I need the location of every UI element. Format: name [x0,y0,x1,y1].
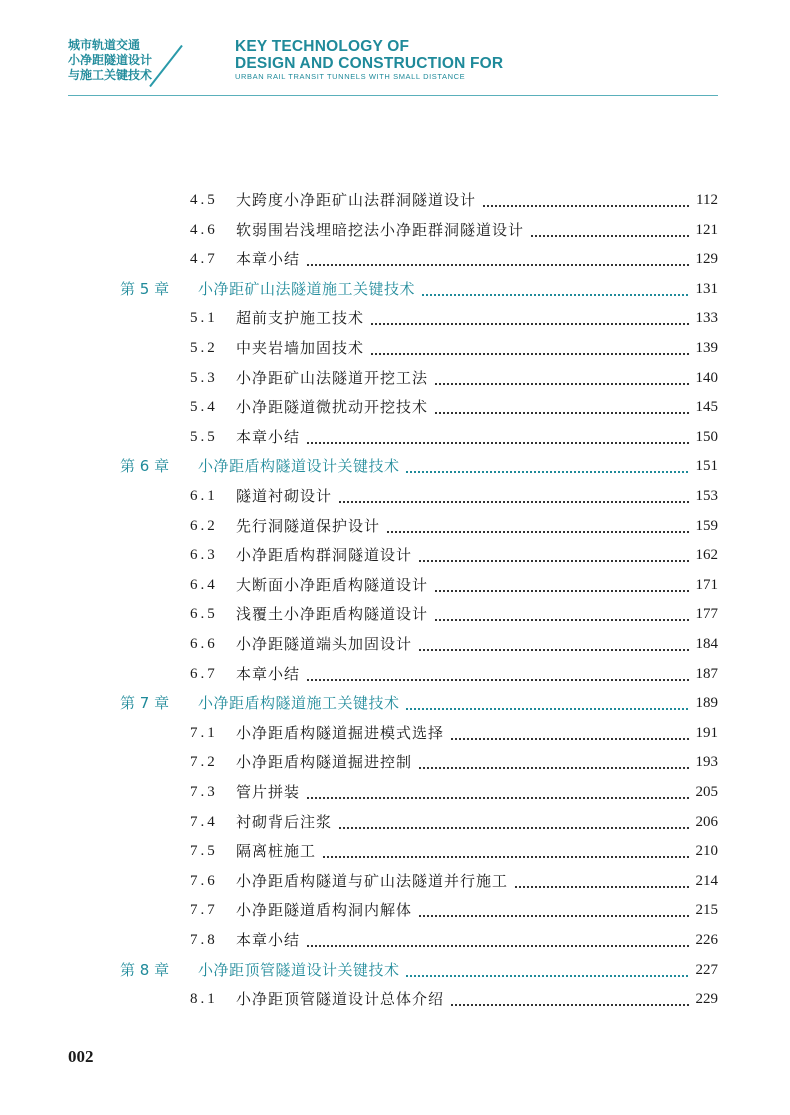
toc-section-entry[interactable] [0,632,790,656]
toc-section-title: 隔离桩施工 [236,839,322,863]
toc-section-number: 6.5 [190,606,218,623]
toc-section-entry[interactable] [0,514,790,538]
toc-page-number: 189 [690,691,719,715]
toc-section-number: 6.2 [190,517,218,534]
toc-section-entry[interactable] [0,839,790,863]
toc-section-number: 4.7 [190,251,218,268]
toc-section-number: 7.5 [190,843,218,860]
toc-section-number: 5.5 [190,428,218,445]
toc-chapter-number: 第 7 章 [120,694,170,713]
toc-section-entry[interactable] [0,869,790,893]
header-rule [68,95,718,96]
book-title-en-line2: DESIGN AND CONSTRUCTION FOR [235,55,504,72]
toc-section-title: 本章小结 [236,247,306,271]
book-title-en-line3: URBAN RAIL TRANSIT TUNNELS WITH SMALL DISTANCE [235,72,466,81]
toc-chapter-title: 小净距盾构隧道设计关键技术 [198,454,406,478]
toc-page-number: 191 [690,721,719,745]
toc-leader-dots [236,935,712,947]
toc-section-title: 小净距矿山法隧道开挖工法 [236,366,434,390]
toc-page-number: 177 [690,602,719,626]
toc-section-entry[interactable] [0,366,790,390]
toc-page-number: 150 [690,425,719,449]
toc-page-number: 229 [690,987,719,1011]
toc-section-number: 6.7 [190,665,218,682]
toc-section-entry[interactable] [0,336,790,360]
toc-page-number: 206 [690,810,719,834]
toc-section-entry[interactable] [0,780,790,804]
toc-section-entry[interactable] [0,987,790,1011]
toc-page-number: 226 [690,928,719,952]
toc-chapter-title: 小净距矿山法隧道施工关键技术 [198,277,421,301]
toc-section-entry[interactable] [0,750,790,774]
toc-section-entry[interactable] [0,218,790,242]
toc-section-title: 小净距隧道端头加固设计 [236,632,418,656]
toc-section-title: 小净距盾构隧道掘进模式选择 [236,721,450,745]
toc-page-number: 121 [690,218,719,242]
header-divider-slash [149,45,183,87]
toc-chapter-number: 第 8 章 [120,960,170,979]
toc-section-entry[interactable] [0,602,790,626]
book-title-en-line1: KEY TECHNOLOGY OF [235,38,410,55]
toc-page-number: 133 [690,306,719,330]
toc-page-number: 131 [690,277,719,301]
toc-page-number: 227 [690,958,719,982]
toc-page-number: 205 [690,780,719,804]
toc-page-number: 139 [690,336,719,360]
toc-page-number: 112 [690,188,718,212]
toc-page-number: 129 [690,247,719,271]
toc-section-title: 衬砌背后注浆 [236,810,338,834]
toc-page-number: 140 [690,366,719,390]
toc-page-number: 184 [690,632,719,656]
toc-page-number: 145 [690,395,719,419]
toc-leader-dots [236,669,712,681]
toc-leader-dots [236,787,712,799]
toc-section-title: 小净距隧道盾构洞内解体 [236,898,418,922]
toc-section-title: 小净距隧道微扰动开挖技术 [236,395,434,419]
toc-section-number: 5.2 [190,340,218,356]
toc-section-number: 7.8 [190,932,218,948]
toc-section-number: 8.1 [190,991,218,1008]
toc-section-entry[interactable] [0,721,790,745]
toc-section-title: 本章小结 [236,662,306,686]
toc-section-entry[interactable] [0,543,790,567]
page-number: 002 [68,1047,94,1066]
toc-section-number: 5.1 [190,310,218,327]
toc-section-title: 隧道衬砌设计 [236,484,338,508]
toc-section-entry[interactable] [0,425,790,449]
toc-section-title: 小净距盾构群洞隧道设计 [236,543,418,567]
toc-page-number: 214 [690,869,719,893]
toc-section-entry[interactable] [0,395,790,419]
toc-section-title: 浅覆土小净距盾构隧道设计 [236,602,434,626]
toc-section-entry[interactable] [0,573,790,597]
toc-section-entry[interactable] [0,484,790,508]
toc-section-entry[interactable] [0,898,790,922]
toc-section-number: 6.3 [190,547,218,564]
toc-section-number: 5.3 [190,369,218,386]
toc-chapter-entry[interactable] [0,691,790,715]
toc-chapter-number: 第 5 章 [120,279,170,298]
page-header [0,0,790,100]
toc-chapter-entry[interactable] [0,958,790,982]
toc-page-number: 162 [690,543,719,567]
toc-section-number: 7.7 [190,902,218,919]
toc-section-number: 7.4 [190,813,218,830]
toc-section-entry[interactable] [0,662,790,686]
toc-section-entry[interactable] [0,810,790,834]
toc-section-number: 7.3 [190,784,218,800]
toc-leader-dots [236,254,712,266]
toc-section-title: 超前支护施工技术 [236,306,370,330]
toc-section-title: 本章小结 [236,928,306,952]
toc-section-title: 中夹岩墙加固技术 [236,336,370,360]
toc-section-number: 7.2 [190,754,218,771]
toc-section-title: 大断面小净距盾构隧道设计 [236,573,434,597]
toc-section-number: 5.4 [190,399,218,416]
toc-page-number: 215 [690,898,719,922]
toc-chapter-title: 小净距顶管隧道设计关键技术 [198,958,406,982]
toc-section-number: 4.6 [190,221,218,238]
toc-section-entry[interactable] [0,928,790,952]
toc-section-number: 6.6 [190,636,218,652]
toc-page-number: 153 [690,484,719,508]
toc-page-number: 187 [690,662,719,686]
book-title-cn-line: 小净距隧道设计 [68,53,153,67]
toc-section-number: 4.5 [190,192,218,208]
toc-section-number: 7.1 [190,724,218,741]
toc-section-title: 先行洞隧道保护设计 [236,514,386,538]
book-title-chinese [68,38,152,83]
toc-section-title: 管片拼装 [236,780,306,804]
book-title-cn-line: 与施工关键技术 [68,68,153,82]
toc-chapter-entry[interactable] [0,454,790,478]
toc-section-entry[interactable] [0,188,790,212]
toc-section-title: 小净距盾构隧道掘进控制 [236,750,418,774]
toc-page-number: 151 [690,454,719,478]
toc-section-entry[interactable] [0,247,790,271]
toc-page-number: 210 [690,839,719,863]
toc-section-number: 7.6 [190,872,218,889]
toc-section-number: 6.1 [190,488,218,504]
toc-section-title: 软弱围岩浅埋暗挖法小净距群洞隧道设计 [236,218,530,242]
toc-section-title: 本章小结 [236,425,306,449]
book-title-english [235,38,503,82]
toc-section-title: 小净距盾构隧道与矿山法隧道并行施工 [236,869,514,893]
toc-section-number: 6.4 [190,576,218,593]
toc-section-entry[interactable] [0,306,790,330]
toc-page-number: 171 [690,573,719,597]
toc-page-number: 159 [690,514,719,538]
toc-page-number: 193 [690,750,719,774]
toc-chapter-entry[interactable] [0,277,790,301]
toc-chapter-title: 小净距盾构隧道施工关键技术 [198,691,406,715]
book-title-cn-line: 城市轨道交通 [68,38,141,52]
toc-section-title: 大跨度小净距矿山法群洞隧道设计 [236,188,482,212]
toc-leader-dots [236,432,712,444]
toc-section-title: 小净距顶管隧道设计总体介绍 [236,987,450,1011]
toc-chapter-number: 第 6 章 [120,457,170,476]
